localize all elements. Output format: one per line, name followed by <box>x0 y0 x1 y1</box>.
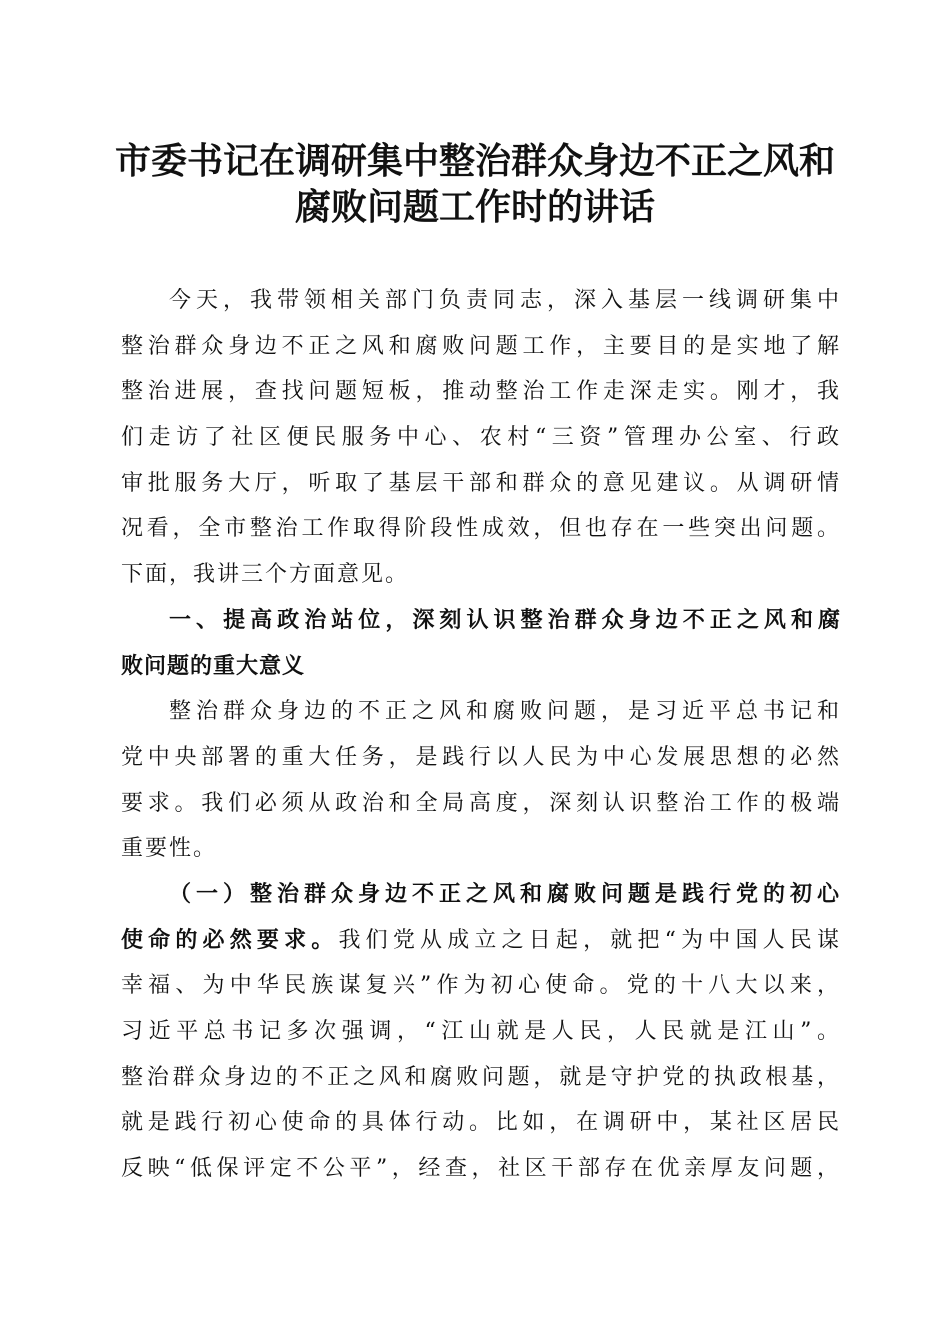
paragraph-line: 习近平总书记多次强调，“江山就是人民，人民就是江山”。 <box>121 1019 841 1044</box>
paragraph-line: 重要性。 <box>121 836 218 862</box>
subheading-1-cont: 使命的必然要求。 <box>121 926 339 953</box>
intro-line: 下面，我讲三个方面意见。 <box>121 562 410 588</box>
section-heading-1-cont: 败问题的重大意义 <box>121 653 306 679</box>
title-line-1: 市委书记在调研集中整治群众身边不正之风和 <box>114 140 835 182</box>
paragraph-line: 就是践行初心使命的具体行动。比如，在调研中，某社区居民 <box>121 1110 841 1136</box>
section-heading-1: 一、提高政治站位，深刻认识整治群众身边不正之风和腐 <box>169 607 841 633</box>
intro-line: 况看，全市整治工作取得阶段性成效，但也存在一些突出问题。 <box>121 516 841 542</box>
document-title <box>100 138 850 230</box>
intro-line: 今天，我带领相关部门负责同志，深入基层一线调研集中 <box>169 288 841 313</box>
paragraph-2-start: 我们党从成立之日起，就把“为中国人民谋 <box>338 927 841 953</box>
document-body <box>121 278 841 1192</box>
intro-line: 整治群众身边不正之风和腐败问题工作，主要目的是实地了解 <box>121 333 841 359</box>
intro-line: 整治进展，查找问题短板，推动整治工作走深走实。刚才，我 <box>121 379 841 405</box>
paragraph-line-mixed <box>121 918 841 964</box>
paragraph-line: 党中央部署的重大任务，是践行以人民为中心发展思想的必然 <box>121 744 841 770</box>
paragraph-line: 幸福、为中华民族谋复兴”作为初心使命。党的十八大以来， <box>121 973 841 999</box>
paragraph-line: 反映“低保评定不公平”，经查，社区干部存在优亲厚友问题， <box>121 1156 841 1182</box>
intro-line: 们走访了社区便民服务中心、农村“三资”管理办公室、行政 <box>121 425 841 451</box>
subheading-1: （一）整治群众身边不正之风和腐败问题是践行党的初心 <box>169 880 841 907</box>
title-line-2: 腐败问题工作时的讲话 <box>294 186 655 228</box>
paragraph-line: 整治群众身边的不正之风和腐败问题，是习近平总书记和 <box>169 699 841 725</box>
paragraph-line: 整治群众身边的不正之风和腐败问题，就是守护党的执政根基， <box>121 1064 841 1090</box>
paragraph-line: 要求。我们必须从政治和全局高度，深刻认识整治工作的极端 <box>121 790 841 816</box>
intro-line: 审批服务大厅，听取了基层干部和群众的意见建议。从调研情 <box>121 470 841 496</box>
